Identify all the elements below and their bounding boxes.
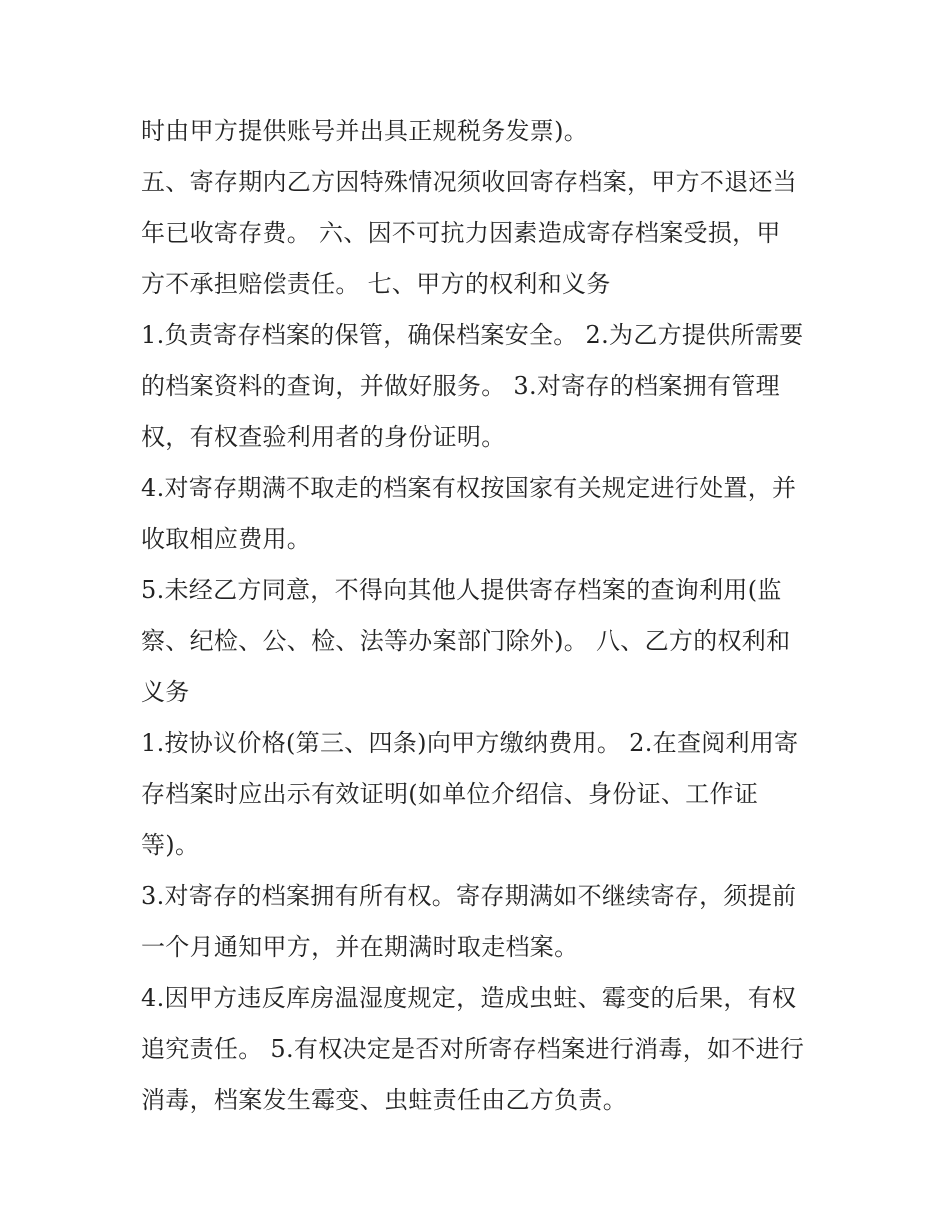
text-line: 1.负责寄存档案的保管，确保档案安全。 2.为乙方提供所需要 [141,321,804,349]
text-line: 3.对寄存的档案拥有所有权。寄存期满如不继续寄存，须提前 [141,882,797,910]
text-line: 五、寄存期内乙方因特殊情况须收回寄存档案，甲方不退还当 [141,168,798,196]
text-line: 权，有权查验利用者的身份证明。 [141,423,506,451]
text-line: 察、纪检、公、检、法等办案部门除外)。 八、乙方的权利和 [141,627,791,655]
text-line: 收取相应费用。 [141,525,312,553]
text-line: 追究责任。 5.有权决定是否对所寄存档案进行消毒，如不进行 [141,1035,805,1063]
text-line: 的档案资料的查询，并做好服务。 3.对寄存的档案拥有管理 [141,372,780,400]
text-line: 1.按协议价格(第三、四条)向甲方缴纳费用。 2.在查阅利用寄 [141,729,799,757]
text-line: 消毒，档案发生霉变、虫蛀责任由乙方负责。 [141,1086,627,1114]
text-line: 4.对寄存期满不取走的档案有权按国家有关规定进行处置，并 [141,474,797,502]
text-line: 义务 [141,678,190,706]
text-line: 等)。 [141,831,200,859]
text-line: 年已收寄存费。 六、因不可抗力因素造成寄存档案受损，甲 [141,219,781,247]
text-line: 时由甲方提供账号并出具正规税务发票)。 [141,117,589,145]
text-line: 一个月通知甲方，并在期满时取走档案。 [141,933,579,961]
text-line: 4.因甲方违反库房温湿度规定，造成虫蛀、霉变的后果，有权 [141,984,797,1012]
text-line: 存档案时应出示有效证明(如单位介绍信、身份证、工作证 [141,780,759,808]
text-line: 方不承担赔偿责任。 七、甲方的权利和义务 [141,270,611,298]
text-line: 5.未经乙方同意，不得向其他人提供寄存档案的查询利用(监 [141,576,782,604]
document-body [141,106,821,1126]
